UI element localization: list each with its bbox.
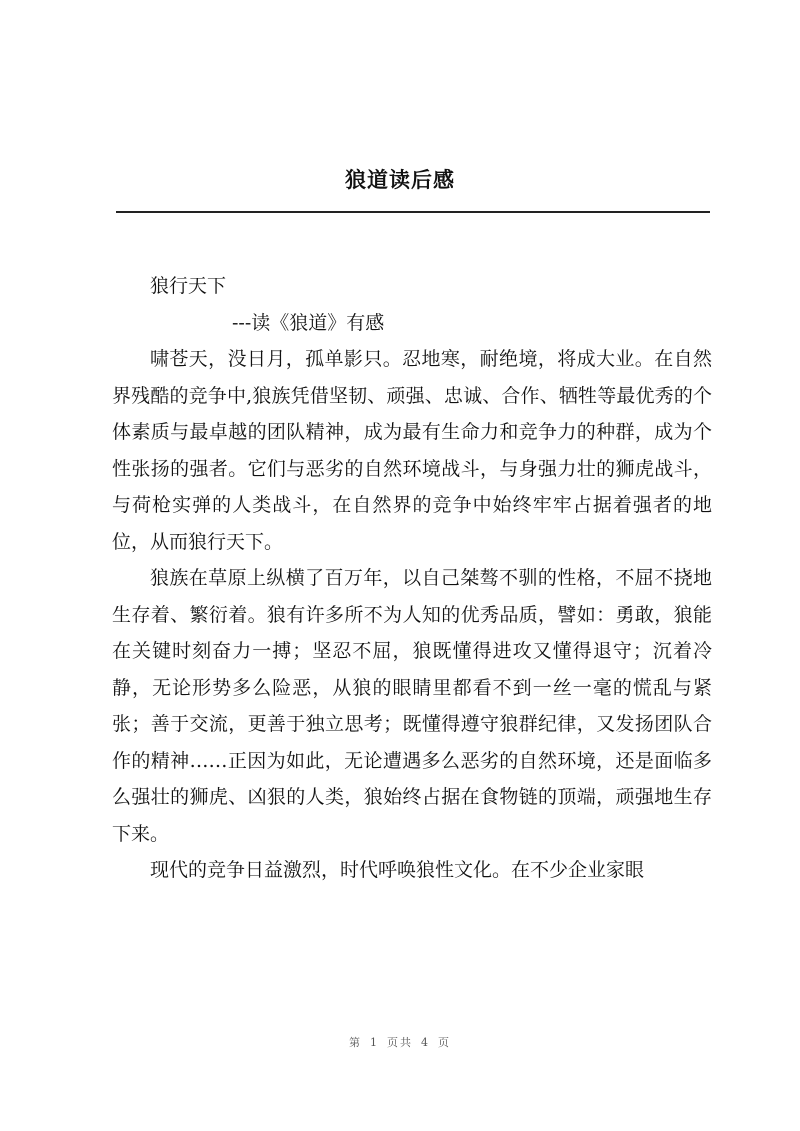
page-title: 狼道读后感 bbox=[345, 168, 455, 192]
paragraph-1: 啸苍天，没日月，孤单影只。忍地寒，耐绝境，将成大业。在自然界残酷的竞争中,狼族凭借坚韧、顽强、忠诚、合作、牺牲等最优秀的个体素质与最卓越的团队精神，成为最有生命力和竞争力的种群，成为个性张扬的强者。它们与恶劣的自然环境战斗，与身强力壮的狮虎战斗，与荷枪实弹的人类战斗，在自然界的竞争中始终牢牢占据着强者的地位，从而狼行天下。 bbox=[112, 348, 712, 553]
footer-total-pages: 4 bbox=[421, 1036, 430, 1049]
essay-heading: 狼行天下 bbox=[150, 275, 227, 297]
document-body bbox=[112, 268, 712, 889]
footer-label-of: 页共 bbox=[387, 1036, 413, 1049]
footer-current-page: 1 bbox=[370, 1036, 379, 1049]
essay-subtitle: ---读《狼道》有感 bbox=[232, 311, 385, 334]
footer-label-page: 第 bbox=[349, 1036, 362, 1049]
page-footer bbox=[0, 1034, 800, 1050]
paragraph-3: 现代的竞争日益激烈，时代呼唤狼性文化。在不少企业家眼 bbox=[150, 859, 645, 881]
title-divider bbox=[116, 211, 710, 213]
footer-label-end: 页 bbox=[438, 1036, 451, 1049]
paragraph-2: 狼族在草原上纵横了百万年，以自己桀骜不驯的性格，不屈不挠地生存着、繁衍着。狼有许多所不为人知的优秀品质，譬如：勇敢，狼能在关键时刻奋力一搏；坚忍不屈，狼既懂得进攻又懂得退守；沉着冷静，无论形势多么险恶，从狼的眼睛里都看不到一丝一毫的慌乱与紧张；善于交流，更善于独立思考；既懂得遵守狼群纪律，又发扬团队合作的精神……正因为如此，无论遭遇多么恶劣的自然环境，还是面临多么强壮的狮虎、凶狠的人类，狼始终占据在食物链的顶端，顽强地生存下来。 bbox=[112, 567, 712, 845]
